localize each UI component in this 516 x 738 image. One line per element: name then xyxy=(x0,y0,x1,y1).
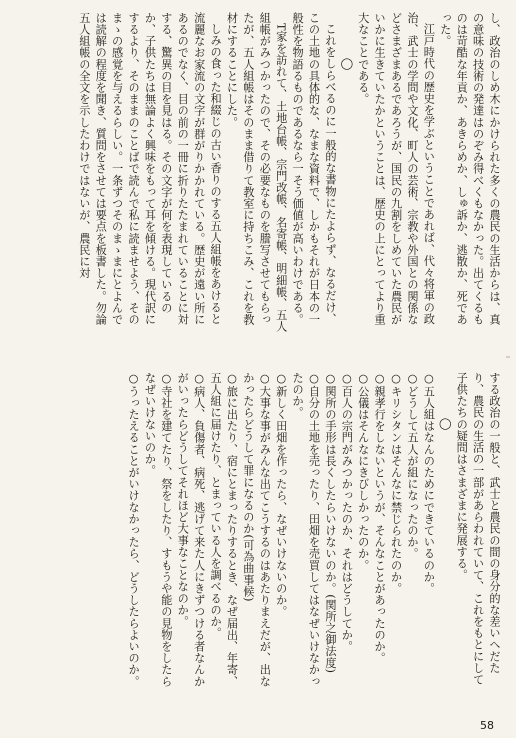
question-item: ○キリシタンはそんなに禁じられたのか。 xyxy=(389,372,403,595)
paragraph: しみの食った和綴じの古い香りのする五人組帳をあけると流麗なお家流の文字が群がりかかれている。歴史が遠い所にあるのでなく、目の前の一冊に折りたたまれていることに対する、驚異の目を見はる。その文字が何を表現しているのか、子供たちは無論よく興味をもって耳を傾ける。現代訳にするより、そのままのことばで読んで私に読ませよう、そのまゝの感覚を与えるらしい。一条ずつそのまゝまにとよんでは読解の程度を聞き、質問をさせては要点を板書した。勿論五人組帳の全文を示したわけではないが、農民に対 xyxy=(77,12,223,326)
bottom-text-block xyxy=(16,372,502,694)
paragraph: 江戸時代の歴史を学ぶということであれば、代々将軍の政治、武士の学問や文化、町人の芸術、宗教や外国との関係などさまざまあるであろうが、国民の九割をしめていた農民がいかに生きていたかということは、歴史の上にとってより重大なことである。 xyxy=(356,12,436,326)
paragraph: これをしらべるのに一般的な書物にたよらず、なるだけ、この土地の具体的な、なまな資料で、しかもそれが日本の一般性を物語るものであるなら一そう価値が高いわけである。 xyxy=(291,12,337,326)
question-item: ○うったえることがいけなかったら、どうしたらよいのか。 xyxy=(127,372,141,687)
paragraph: し、政治のしめ木にかけられた多くの農民の生活からは、真の意味の技術の発達はのぞみ得べくもなかった。出てくるものは苛酷な年貢か、あきらめか、しゅ訴か、逃散か、死であった。 xyxy=(438,12,501,326)
question-item: ○関所の手形は長くしたらいけないのか。(関所之御法度) xyxy=(323,372,337,674)
section-marker: ◯ xyxy=(438,416,452,431)
question-item: ○五人組はなんのためにできているのか。 xyxy=(422,372,436,595)
question-item: ○自分の土地を売ったり、田畑を売買してはなぜいけなかったのか。 xyxy=(291,372,321,687)
paragraph: T家を訪れて、土地台帳、宗門改帳、名寄帳、明細帳、五人組帳がみつかったので、その必要なものを謄写させてもらったが、五人組帳はそのまま借りて教室に持ちこみ、これを教材にすることにした。 xyxy=(225,12,288,333)
divider xyxy=(506,356,510,358)
page-number: 58 xyxy=(480,719,494,732)
section-marker: ◯ xyxy=(340,56,354,71)
paragraph: する政治の一般と、武士と農民の間の身分的な差いへだたり、農民の生活の一部があらわれていて、これをもとにして子供たちの疑問はさまざまに発展する。 xyxy=(455,372,501,686)
question-item: ○寺社を建てたり、祭をしたり、すもうや能の見物をしたらなぜいけないのか。 xyxy=(143,372,173,687)
question-item: ○大事な事がみんな出てこうするのはあたりまえだが、出なかったらどうして罪になるのか(可為曲事候) xyxy=(241,372,272,687)
question-item: ○どうして五人が組になったのか。 xyxy=(405,372,419,560)
top-text-block xyxy=(16,12,502,336)
question-item: ○親孝行をしないというが、そんなことがあったのか。 xyxy=(373,372,387,664)
question-item: ○公儀はそんなにきびしかったのか。 xyxy=(356,372,370,571)
question-item: ○病人、負傷者、病死、逃げて来た人にきずつける者なんかがいったらどうしてそれほど大事なことなのか。 xyxy=(176,372,206,687)
question-item: ○新しく田畑を作ったら、なぜいけないのか。 xyxy=(274,372,288,618)
question-item: ○旅に出たり、宿にとまったりするとき、なぜ届出、年寄、五人組に届けたり、とまっている人を調べるのか。 xyxy=(209,372,239,687)
question-item: ○百人の宗門がみつかったのか、それはどうしてか。 xyxy=(340,372,354,653)
